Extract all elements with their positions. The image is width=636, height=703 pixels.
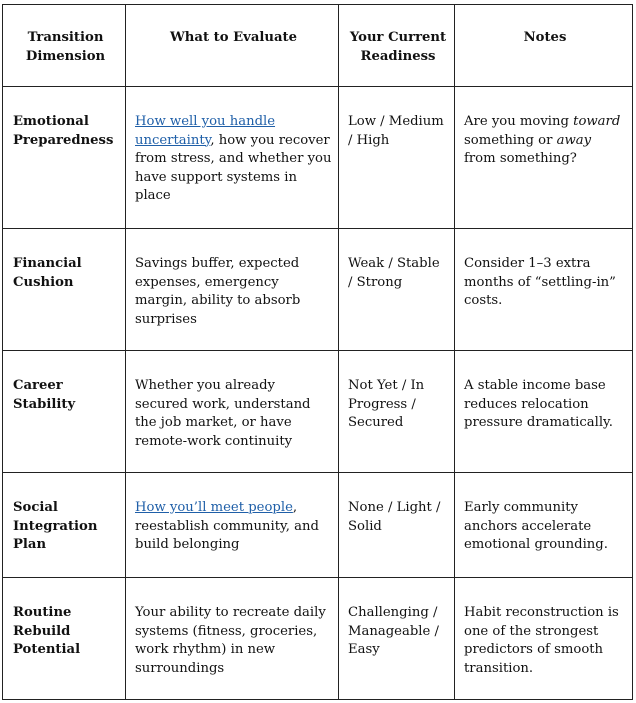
notes-cell: Consider 1–3 extra months of “settling-in” costs. bbox=[455, 229, 633, 351]
evaluate-cell bbox=[126, 473, 339, 578]
table-row bbox=[3, 229, 633, 351]
dimension-cell: Routine Rebuild Potential bbox=[3, 578, 126, 700]
dimension-cell: Emotional Preparedness bbox=[3, 87, 126, 229]
evaluate-cell: Whether you already secured work, understand the job market, or have remote-work continuity bbox=[126, 351, 339, 473]
readiness-cell: Weak / Stable / Strong bbox=[339, 229, 455, 351]
header-notes: Notes bbox=[455, 5, 633, 87]
table-row bbox=[3, 87, 633, 229]
table-row bbox=[3, 578, 633, 700]
uncertainty-link[interactable]: How well you handle uncertainty bbox=[135, 114, 276, 148]
dimension-cell: Financial Cushion bbox=[3, 229, 126, 351]
header-transition-dimension: Transition Dimension bbox=[3, 5, 126, 87]
readiness-cell: Not Yet / In Progress / Secured bbox=[339, 351, 455, 473]
readiness-cell: None / Light / Solid bbox=[339, 473, 455, 578]
notes-cell: Early community anchors accelerate emotional grounding. bbox=[455, 473, 633, 578]
notes-cell bbox=[455, 87, 633, 229]
readiness-cell: Challenging / Manageable / Easy bbox=[339, 578, 455, 700]
meet-people-link[interactable]: How you’ll meet people bbox=[135, 500, 293, 515]
evaluate-cell: Savings buffer, expected expenses, emergency margin, ability to absorb surprises bbox=[126, 229, 339, 351]
notes-text: Are you moving bbox=[464, 114, 574, 129]
evaluate-text: , reestablish community, and build belonging bbox=[135, 500, 319, 553]
notes-cell: Habit reconstruction is one of the strongest predictors of smooth transition. bbox=[455, 578, 633, 700]
dimension-cell: Career Stability bbox=[3, 351, 126, 473]
evaluate-cell: Your ability to recreate daily systems (fitness, groceries, work rhythm) in new surroundings bbox=[126, 578, 339, 700]
header-row bbox=[3, 5, 633, 87]
dimension-cell: Social Integration Plan bbox=[3, 473, 126, 578]
evaluate-cell bbox=[126, 87, 339, 229]
notes-text: something or bbox=[464, 132, 557, 148]
header-current-readiness: Your Current Readiness bbox=[339, 5, 455, 87]
header-what-to-evaluate: What to Evaluate bbox=[126, 5, 339, 87]
transition-readiness-table bbox=[2, 4, 633, 700]
notes-emphasis-away: away bbox=[556, 132, 592, 148]
notes-emphasis-toward: toward bbox=[573, 114, 621, 129]
evaluate-text: , how you recover from stress, and whether you have support systems in place bbox=[135, 132, 332, 204]
table-row bbox=[3, 351, 633, 473]
readiness-cell: Low / Medium / High bbox=[339, 87, 455, 229]
table-row bbox=[3, 473, 633, 578]
notes-cell: A stable income base reduces relocation pressure dramatically. bbox=[455, 351, 633, 473]
notes-text: from something? bbox=[464, 151, 577, 167]
